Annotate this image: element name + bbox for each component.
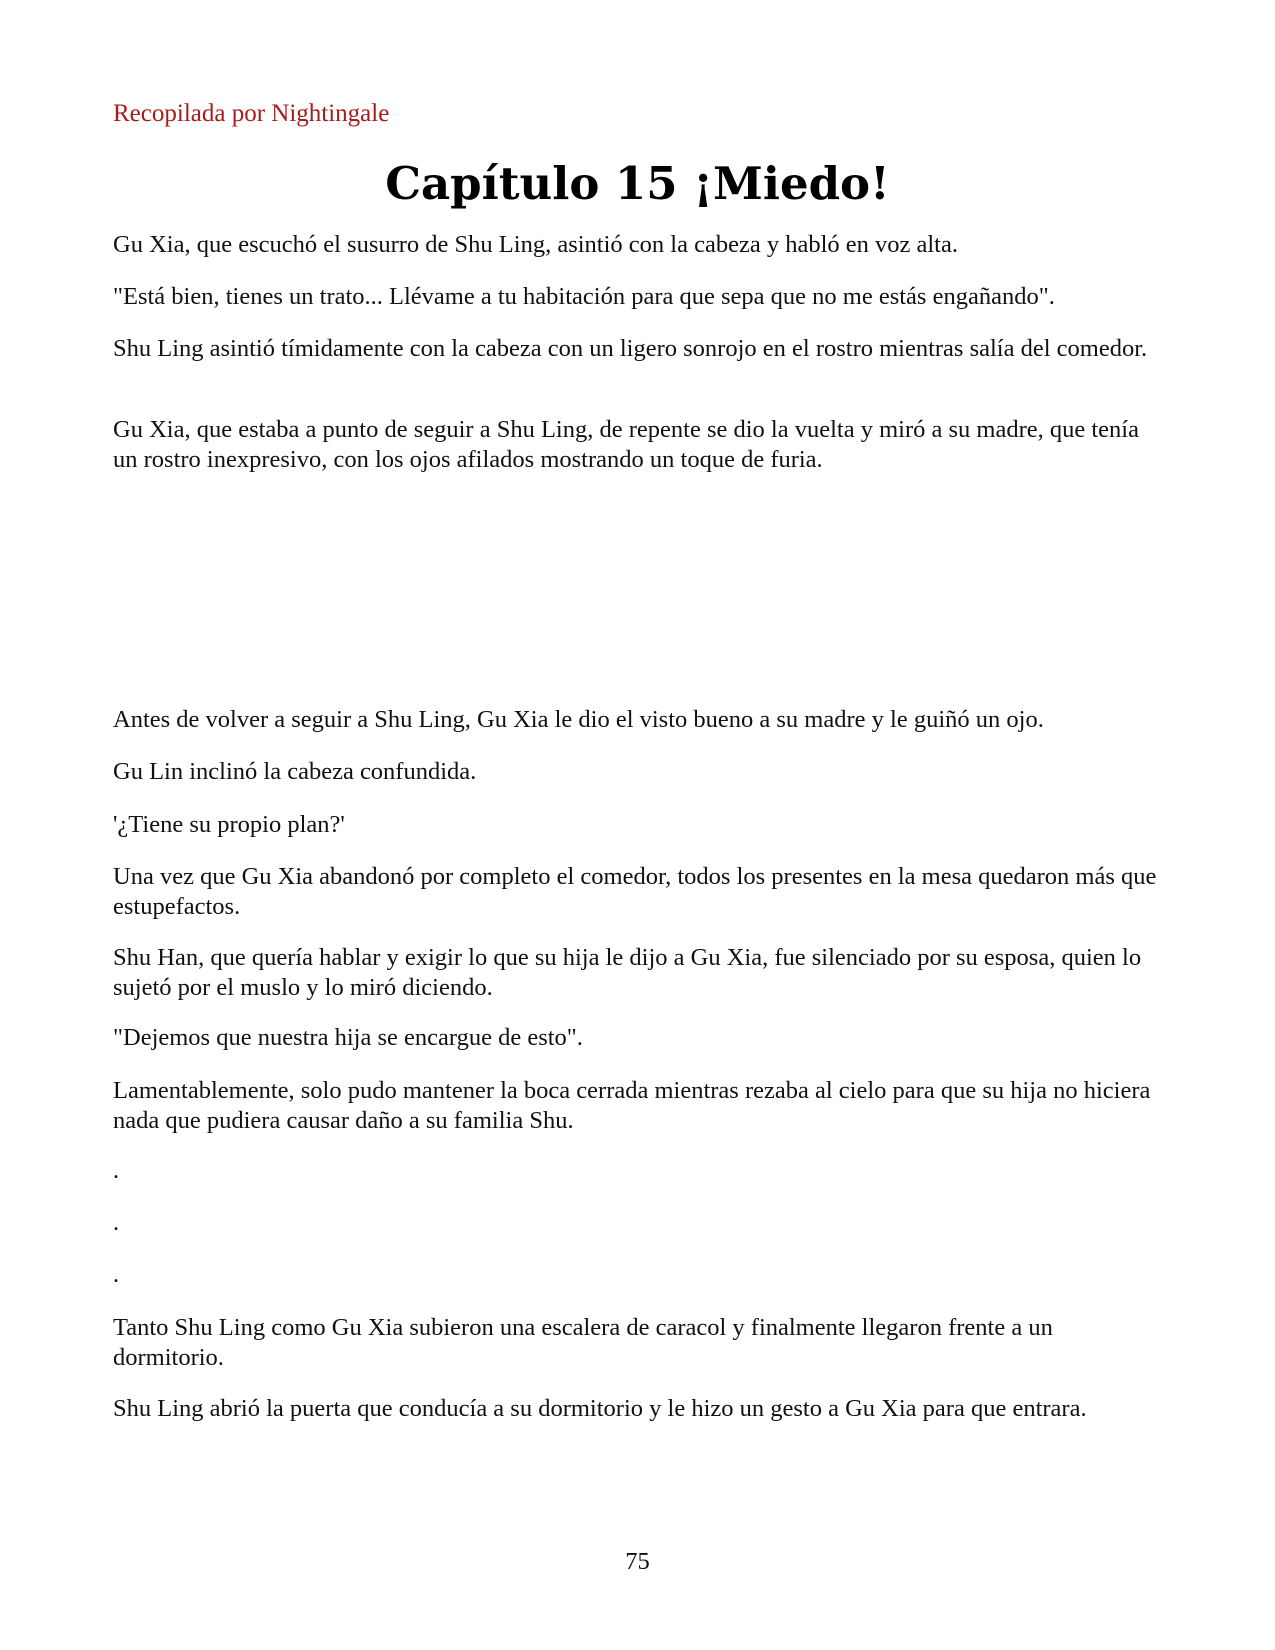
- scene-break-dot: .: [113, 1157, 120, 1184]
- paragraph: Gu Lin inclinó la cabeza confundida.: [113, 758, 477, 785]
- paragraph: Shu Ling asintió tímidamente con la cabeza con un ligero sonrojo en el rostro mientras salía del comedor.: [113, 335, 1148, 362]
- paragraph: "Dejemos que nuestra hija se encargue de esto".: [113, 1024, 583, 1051]
- paragraph: Tanto Shu Ling como Gu Xia subieron una escalera de caracol y finalmente llegaron frente a un dormitorio.: [113, 1314, 1053, 1371]
- paragraph: "Está bien, tienes un trato... Llévame a tu habitación para que sepa que no me estás engañando".: [113, 283, 1055, 310]
- paragraph: Shu Ling abrió la puerta que conducía a su dormitorio y le hizo un gesto a Gu Xia para que entrara.: [113, 1395, 1087, 1422]
- scene-break-dot: .: [113, 1209, 120, 1236]
- paragraph: Lamentablemente, solo pudo mantener la boca cerrada mientras rezaba al cielo para que su hija no hiciera nada que pudiera causar daño a su familia Shu.: [113, 1077, 1151, 1134]
- paragraph: Gu Xia, que estaba a punto de seguir a Shu Ling, de repente se dio la vuelta y miró a su madre, que tenía un rostro inexpresivo, con los ojos afilados mostrando un toque de furia.: [113, 416, 1139, 473]
- paragraph: Antes de volver a seguir a Shu Ling, Gu Xia le dio el visto bueno a su madre y le guiñó un ojo.: [113, 706, 1044, 733]
- paragraph: '¿Tiene su propio plan?': [113, 811, 345, 838]
- scene-break-dot: .: [113, 1261, 120, 1288]
- paragraph: Una vez que Gu Xia abandonó por completo el comedor, todos los presentes en la mesa quedaron más que estupefactos.: [113, 863, 1157, 920]
- paragraph: Gu Xia, que escuchó el susurro de Shu Ling, asintió con la cabeza y habló en voz alta.: [113, 231, 958, 258]
- paragraph: Shu Han, que quería hablar y exigir lo que su hija le dijo a Gu Xia, fue silenciado por su esposa, quien lo sujetó por el muslo y lo miró diciendo.: [113, 944, 1142, 1001]
- chapter-title: Capítulo 15 ¡Miedo!: [385, 157, 890, 210]
- page-number: 75: [625, 1548, 650, 1575]
- compiled-by-header: Recopilada por Nightingale: [113, 100, 390, 127]
